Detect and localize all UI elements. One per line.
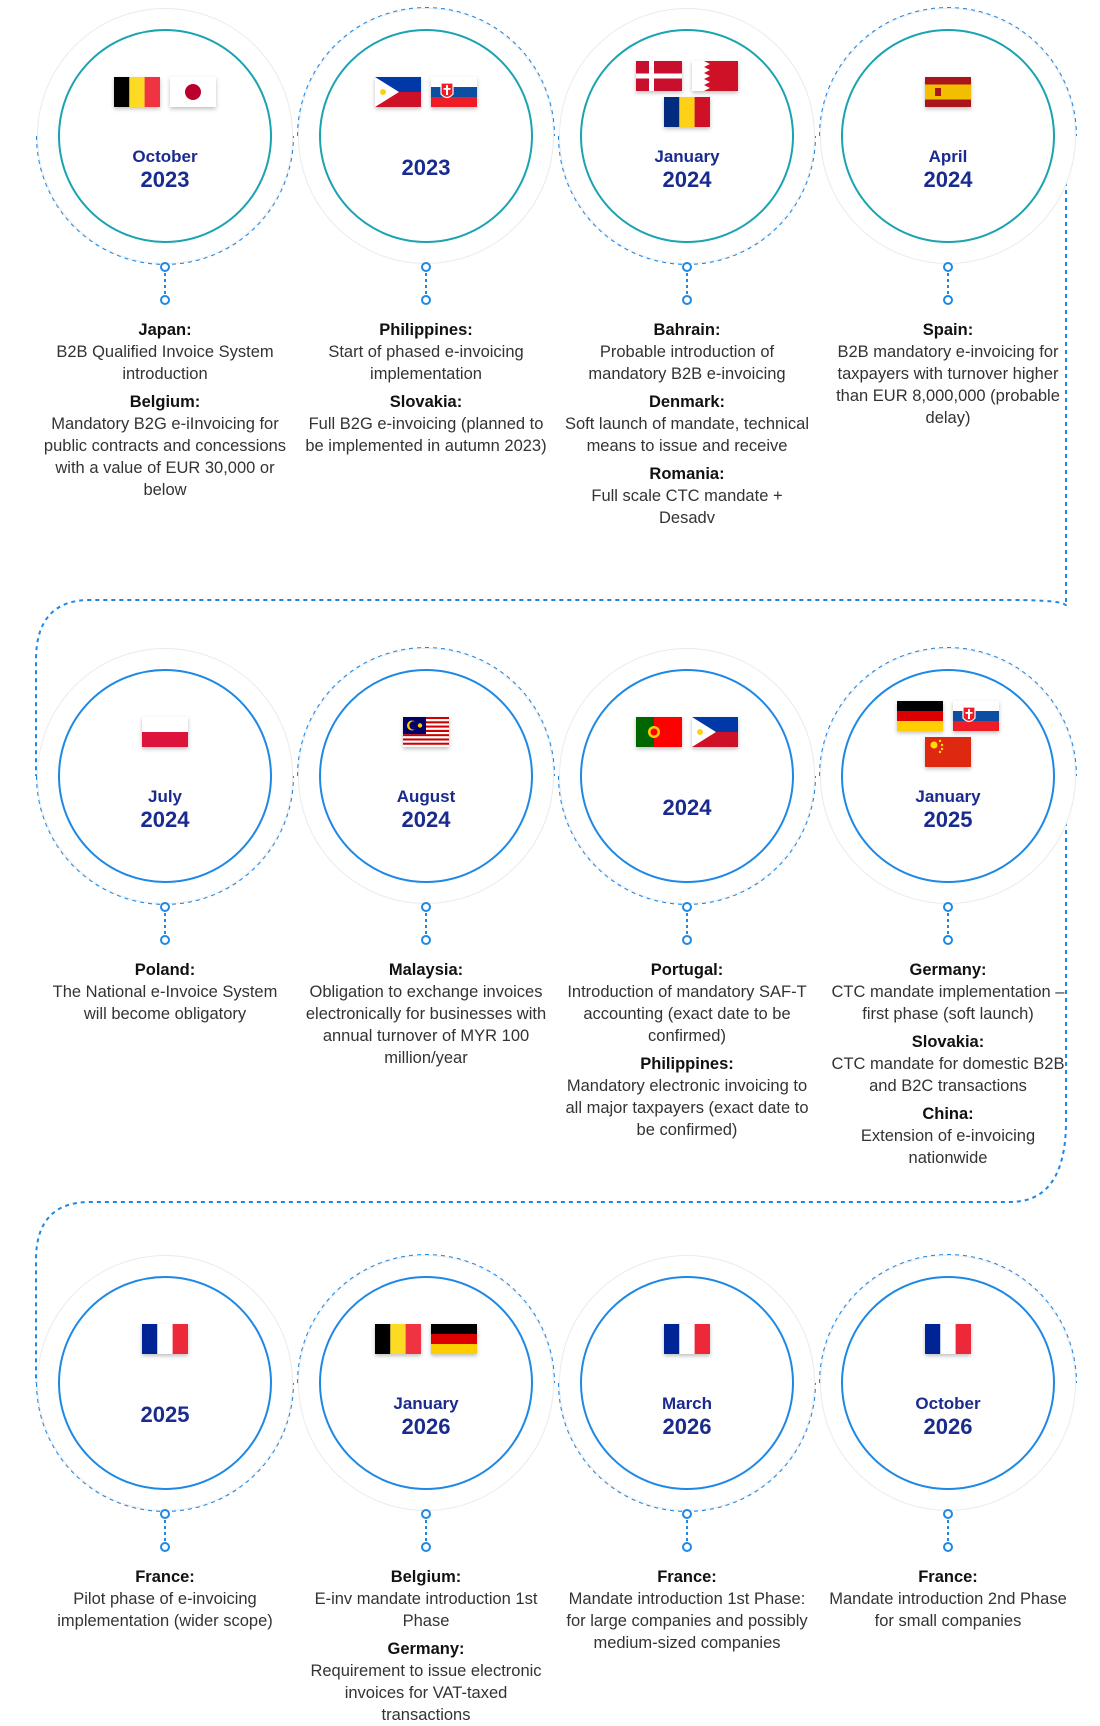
country-name: Germany: bbox=[387, 1640, 465, 1658]
connector-dot bbox=[943, 1509, 953, 1519]
country-description: The National e-Invoice System will become obligatory bbox=[52, 983, 278, 1023]
milestone-year: 2023 bbox=[401, 155, 451, 180]
connector-dot bbox=[943, 902, 953, 912]
milestone-description bbox=[562, 1566, 812, 1654]
country-description: B2B Qualified Invoice System introduction bbox=[56, 343, 274, 383]
milestone-year: 2026 bbox=[923, 1414, 973, 1439]
connector-dot bbox=[160, 1509, 170, 1519]
country-description: Full scale CTC mandate + Desadv bbox=[591, 487, 783, 527]
milestone-month: August bbox=[396, 787, 456, 806]
country-name: Bahrain: bbox=[653, 321, 721, 339]
bahrain-flag-icon bbox=[692, 61, 738, 91]
milestone-year: 2026 bbox=[401, 1414, 451, 1439]
flag-group bbox=[321, 77, 531, 107]
country-name: Poland: bbox=[134, 961, 196, 979]
milestone-description bbox=[562, 959, 812, 1141]
milestone-month: March bbox=[661, 1394, 713, 1413]
country-name: Slovakia: bbox=[389, 393, 463, 411]
japan-flag-icon bbox=[170, 77, 216, 107]
connector-dot bbox=[421, 935, 431, 945]
denmark-flag-icon bbox=[636, 61, 682, 91]
country-name: France: bbox=[918, 1568, 978, 1586]
milestone-description bbox=[301, 319, 551, 457]
country-name: China: bbox=[922, 1105, 974, 1123]
country-description: Soft launch of mandate, technical means to issue and receive bbox=[565, 415, 809, 455]
philippines-flag-icon bbox=[375, 77, 421, 107]
country-name: Portugal: bbox=[650, 961, 724, 979]
country-name: Romania: bbox=[649, 465, 725, 483]
country-description: Full B2G e-invoicing (planned to be implemented in autumn 2023) bbox=[305, 415, 547, 455]
milestone-year: 2026 bbox=[662, 1414, 712, 1439]
country-description: Requirement to issue electronic invoices for VAT-taxed transactions bbox=[310, 1662, 542, 1724]
country-description: Mandatory electronic invoicing to all major taxpayers (exact date to be confirmed) bbox=[565, 1077, 809, 1139]
timeline-milestone-circle bbox=[319, 669, 533, 883]
country-name: Malaysia: bbox=[388, 961, 464, 979]
flag-group bbox=[60, 717, 270, 747]
country-name: Slovakia: bbox=[911, 1033, 985, 1051]
country-description: Mandatory B2G e-iInvoicing for public contracts and concessions with a value of EUR 30,000 or below bbox=[43, 415, 287, 499]
spain-flag-icon bbox=[925, 77, 971, 107]
milestone-month: April bbox=[928, 147, 968, 166]
country-description: E-inv mandate introduction 1st Phase bbox=[314, 1590, 538, 1630]
timeline-milestone-circle bbox=[319, 29, 533, 243]
country-description: CTC mandate implementation – first phase (soft launch) bbox=[831, 983, 1065, 1023]
connector-dot bbox=[421, 902, 431, 912]
timeline-milestone-circle bbox=[58, 669, 272, 883]
milestone-description bbox=[823, 959, 1073, 1169]
connector-dot bbox=[682, 1509, 692, 1519]
country-description: Pilot phase of e-invoicing implementation (wider scope) bbox=[57, 1590, 273, 1630]
poland-flag-icon bbox=[142, 717, 188, 747]
country-name: Philippines: bbox=[640, 1055, 734, 1073]
country-description: Mandate introduction 1st Phase: for large companies and possibly medium-sized companies bbox=[566, 1590, 808, 1652]
country-description: Obligation to exchange invoices electronically for businesses with annual turnover of MYR 100 million/year bbox=[305, 983, 547, 1067]
germany-flag-icon bbox=[897, 701, 943, 731]
connector-dot bbox=[160, 902, 170, 912]
france-flag-icon bbox=[664, 1324, 710, 1354]
flag-group bbox=[321, 717, 531, 747]
timeline-milestone-circle bbox=[58, 1276, 272, 1490]
milestone-description bbox=[40, 319, 290, 501]
timeline-milestone-circle bbox=[580, 29, 794, 243]
country-description: Probable introduction of mandatory B2B e-invoicing bbox=[588, 343, 786, 383]
connector-dot bbox=[943, 262, 953, 272]
connector-dot bbox=[421, 262, 431, 272]
milestone-description bbox=[40, 959, 290, 1025]
germany-flag-icon bbox=[431, 1324, 477, 1354]
country-name: France: bbox=[657, 1568, 717, 1586]
milestone-year: 2025 bbox=[923, 807, 973, 832]
belgium-flag-icon bbox=[375, 1324, 421, 1354]
timeline-milestone-circle bbox=[580, 669, 794, 883]
malaysia-flag-icon bbox=[403, 717, 449, 747]
country-name: Japan: bbox=[138, 321, 192, 339]
slovakia-flag-icon bbox=[431, 77, 477, 107]
country-description: CTC mandate for domestic B2B and B2C transactions bbox=[831, 1055, 1065, 1095]
milestone-month: January bbox=[393, 1394, 459, 1413]
connector-dot bbox=[943, 1542, 953, 1552]
flag-group bbox=[321, 1324, 531, 1354]
timeline-milestone-circle bbox=[841, 669, 1055, 883]
flag-group bbox=[60, 77, 270, 107]
timeline-milestone-circle bbox=[319, 1276, 533, 1490]
flag-group bbox=[582, 61, 792, 127]
milestone-month: January bbox=[915, 787, 981, 806]
milestone-month: October bbox=[132, 147, 198, 166]
country-name: Denmark: bbox=[648, 393, 726, 411]
milestone-description bbox=[562, 319, 812, 529]
timeline-milestone-circle bbox=[841, 1276, 1055, 1490]
connector-dot bbox=[682, 295, 692, 305]
milestone-year: 2024 bbox=[662, 795, 712, 820]
milestone-year: 2023 bbox=[140, 167, 190, 192]
france-flag-icon bbox=[142, 1324, 188, 1354]
connector-dot bbox=[682, 262, 692, 272]
connector-dot bbox=[160, 262, 170, 272]
timeline-milestone-circle bbox=[580, 1276, 794, 1490]
flag-group bbox=[582, 1324, 792, 1354]
country-name: Spain: bbox=[922, 321, 974, 339]
milestone-month: July bbox=[147, 787, 183, 806]
connector-dot bbox=[160, 295, 170, 305]
france-flag-icon bbox=[925, 1324, 971, 1354]
connector-dot bbox=[682, 935, 692, 945]
milestone-month: October bbox=[915, 1394, 981, 1413]
milestone-description bbox=[823, 319, 1073, 429]
milestone-year: 2025 bbox=[140, 1402, 190, 1427]
flag-group bbox=[843, 1324, 1053, 1354]
country-name: Philippines: bbox=[379, 321, 473, 339]
milestone-year: 2024 bbox=[140, 807, 190, 832]
country-name: Belgium: bbox=[129, 393, 201, 411]
slovakia-flag-icon bbox=[953, 701, 999, 731]
connector-dot bbox=[943, 935, 953, 945]
country-name: Belgium: bbox=[390, 1568, 462, 1586]
milestone-description bbox=[40, 1566, 290, 1632]
country-description: B2B mandatory e-invoicing for taxpayers with turnover higher than EUR 8,000,000 (probable delay) bbox=[836, 343, 1060, 427]
belgium-flag-icon bbox=[114, 77, 160, 107]
philippines-flag-icon bbox=[692, 717, 738, 747]
connector-dot bbox=[421, 1509, 431, 1519]
flag-group bbox=[843, 701, 1053, 767]
milestone-description bbox=[301, 959, 551, 1069]
connector-dot bbox=[943, 295, 953, 305]
country-description: Introduction of mandatory SAF-T accounting (exact date to be confirmed) bbox=[567, 983, 807, 1045]
china-flag-icon bbox=[925, 737, 971, 767]
flag-group bbox=[60, 1324, 270, 1354]
milestone-description bbox=[823, 1566, 1073, 1632]
connector-dot bbox=[682, 1542, 692, 1552]
milestone-year: 2024 bbox=[401, 807, 451, 832]
milestone-description bbox=[301, 1566, 551, 1726]
timeline-milestone-circle bbox=[58, 29, 272, 243]
country-description: Mandate introduction 2nd Phase for small companies bbox=[829, 1590, 1067, 1630]
romania-flag-icon bbox=[664, 97, 710, 127]
country-description: Extension of e-invoicing nationwide bbox=[860, 1127, 1036, 1167]
country-description: Start of phased e-invoicing implementation bbox=[328, 343, 524, 383]
milestone-month: January bbox=[654, 147, 720, 166]
timeline-milestone-circle bbox=[841, 29, 1055, 243]
milestone-year: 2024 bbox=[662, 167, 712, 192]
connector-dot bbox=[160, 935, 170, 945]
flag-group bbox=[582, 717, 792, 747]
connector-dot bbox=[421, 1542, 431, 1552]
flag-group bbox=[843, 77, 1053, 107]
portugal-flag-icon bbox=[636, 717, 682, 747]
country-name: France: bbox=[135, 1568, 195, 1586]
milestone-year: 2024 bbox=[923, 167, 973, 192]
connector-dot bbox=[682, 902, 692, 912]
country-name: Germany: bbox=[909, 961, 987, 979]
connector-dot bbox=[421, 295, 431, 305]
connector-dot bbox=[160, 1542, 170, 1552]
